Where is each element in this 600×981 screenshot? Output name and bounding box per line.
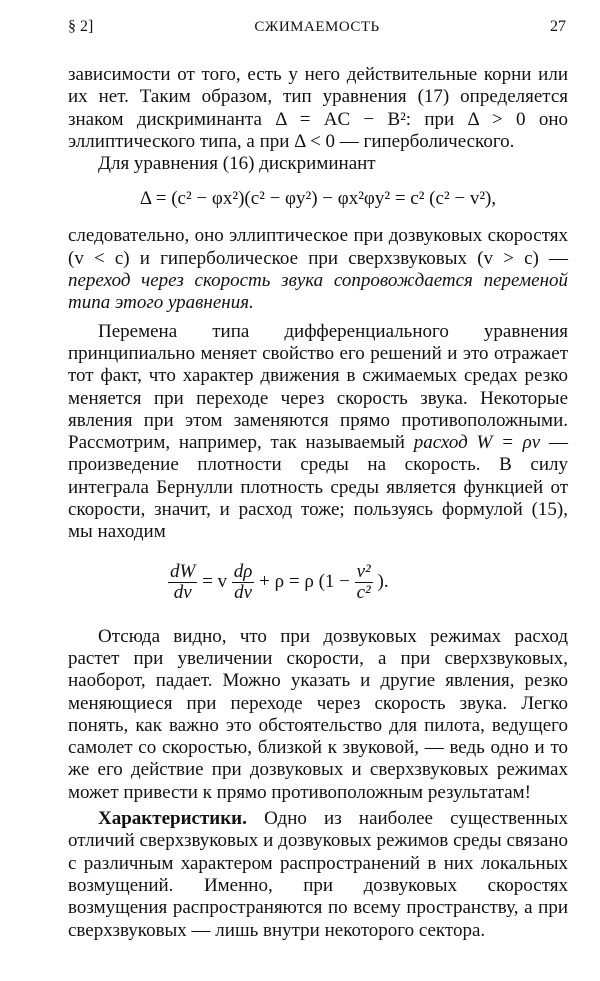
- paragraph-3: [68, 225, 568, 314]
- paragraph-2: Для уравнения (16) дискриминант: [98, 153, 376, 175]
- page-body: [68, 64, 568, 942]
- flow-derivative-formula: [68, 558, 568, 612]
- frac-v2-c2: [355, 562, 373, 603]
- frac-dv: dv: [173, 581, 192, 603]
- heading-characteristics: Характеристики.: [98, 808, 247, 830]
- frac-dw: dW: [170, 560, 196, 582]
- paragraph-1: зависимости от того, есть у него действительные корни или их нет. Таким образом, тип уравнения (17) определяется знаком дискриминанта Δ = AC − B²: при Δ > 0 оно эллиптического типа, а при Δ < 0 — гиперболического.: [68, 64, 568, 152]
- paragraph-4-a: Перемена типа дифференциального уравнения принципиально меняет свойство его решений и это отражает тот факт, что характер движения в сжимаемых средах резко меняется при переходе через скорость звука. Некоторые явления при этом заменяются прямо противоположными. Рассмотрим, например, так называемый: [68, 320, 568, 454]
- frac-c2: c²: [356, 581, 371, 603]
- frac-dw-dv: [168, 562, 197, 603]
- paragraph-4: [68, 321, 568, 544]
- running-header: [68, 18, 566, 44]
- paragraph-6: [68, 808, 568, 942]
- running-title: СЖИМАЕМОСТЬ: [254, 19, 380, 35]
- frac-drho-dv: [232, 562, 255, 603]
- section-marker: § 2]: [68, 18, 94, 35]
- page-number: 27: [550, 18, 566, 35]
- frac-drho: dρ: [233, 560, 253, 582]
- paragraph-3-lead: следовательно, оно эллиптическое при дозвуковых скоростях (v < c) и гиперболическое при сверхзвуковых (v > c) —: [68, 225, 568, 269]
- formula-rest: + ρ = ρ (1 −: [259, 570, 350, 592]
- frac-dv2: dv: [234, 581, 253, 603]
- formula-eq1: = v: [202, 570, 228, 592]
- paragraph-4-b: — произведение плотности среды на скорость. В силу интеграла Бернулли плотность среды является функцией от скорости, значит, и расход тоже; пользуясь формулой (15), мы находим: [68, 432, 568, 543]
- paragraph-5: Отсюда видно, что при дозвуковых режимах расход растет при увеличении скорости, а при сверхзвуковых, наоборот, падает. Можно указать и другие явления, резко меняющиеся при переходе через скорость звука. Легко понять, как важно это обстоятельство для пилота, ведущего самолет со скоростью, близкой к звуковой, — ведь одно и то же его действие при дозвуковых и сверхзвуковых режимах может привести к прямо противоположным результатам!: [68, 625, 568, 803]
- frac-v2: v²: [356, 560, 371, 582]
- discriminant-formula: Δ = (c² − φx²)(c² − φy²) − φx²φy² = c² (c² − v²),: [139, 188, 497, 210]
- paragraph-3-italic: переход через скорость звука сопровождается переменой типа этого уравнения.: [68, 270, 568, 314]
- paragraph-4-italic: расход W = ρv: [413, 432, 541, 454]
- paragraph-6-rest: Одно из наиболее существенных отличий сверхзвуковых и дозвуковых режимов среды связано с различным характером распространений в них локальных возмущений. Именно, при дозвуковых скоростях возмущения распространяются по всему пространству, а при сверхзвуковых — лишь внутри некоторого сектора.: [68, 808, 568, 941]
- formula-close: ).: [377, 570, 389, 592]
